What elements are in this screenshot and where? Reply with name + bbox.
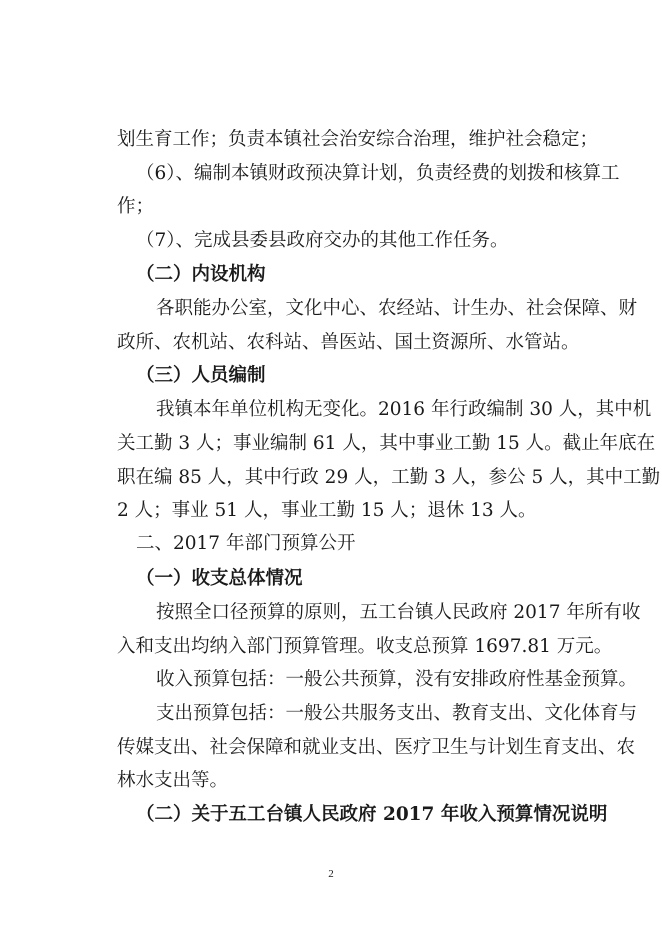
text-line-11: 职在编 85 人，其中行政 29 人，工勤 3 人，参公 5 人，其中工勤 xyxy=(117,467,661,488)
section-heading-overall-revenue-expenditure: （一）收支总体情况 xyxy=(136,568,303,589)
text-line-6: 各职能办公室，文化中心、农经站、计生办、社会保障、财 xyxy=(156,298,638,319)
page-number: 2 xyxy=(328,868,334,880)
text-line-16: 入和支出均纳入部门预算管理。收支总预算 1697.81 万元。 xyxy=(117,636,613,657)
section-heading-budget-disclosure: 二、2017 年部门预算公开 xyxy=(136,533,356,554)
text-line-20: 林水支出等。 xyxy=(117,770,229,791)
text-line-4: （7）、完成县委县政府交办的其他工作任务。 xyxy=(136,230,509,251)
text-line-2: （6）、编制本镇财政预决算计划，负责经费的划拨和核算工 xyxy=(136,163,620,184)
section-heading-revenue-budget: （二）关于五工台镇人民政府 2017 年收入预算情况说明 xyxy=(136,804,608,825)
text-line-15: 按照全口径预算的原则，五工台镇人民政府 2017 年所有收 xyxy=(156,602,641,623)
section-heading-internal-structure: （二）内设机构 xyxy=(136,264,266,285)
text-line-17: 收入预算包括：一般公共预算，没有安排政府性基金预算。 xyxy=(156,669,638,690)
section-heading-staffing: （三）人员编制 xyxy=(136,365,266,386)
text-line-12: 2 人；事业 51 人，事业工勤 15 人；退休 13 人。 xyxy=(117,500,537,521)
text-line-1: 划生育工作；负责本镇社会治安综合治理，维护社会稳定； xyxy=(117,129,599,150)
text-line-18: 支出预算包括：一般公共服务支出、教育支出、文化体育与 xyxy=(156,703,638,724)
text-line-3: 作； xyxy=(117,196,155,217)
text-line-7: 政所、农机站、农科站、兽医站、国土资源所、水管站。 xyxy=(117,332,580,353)
text-line-10: 关工勤 3 人；事业编制 61 人，其中事业工勤 15 人。截止年底在 xyxy=(117,433,656,454)
text-line-9: 我镇本年单位机构无变化。2016 年行政编制 30 人，其中机 xyxy=(156,399,652,420)
text-line-19: 传媒支出、社会保障和就业支出、医疗卫生与计划生育支出、农 xyxy=(117,737,636,758)
